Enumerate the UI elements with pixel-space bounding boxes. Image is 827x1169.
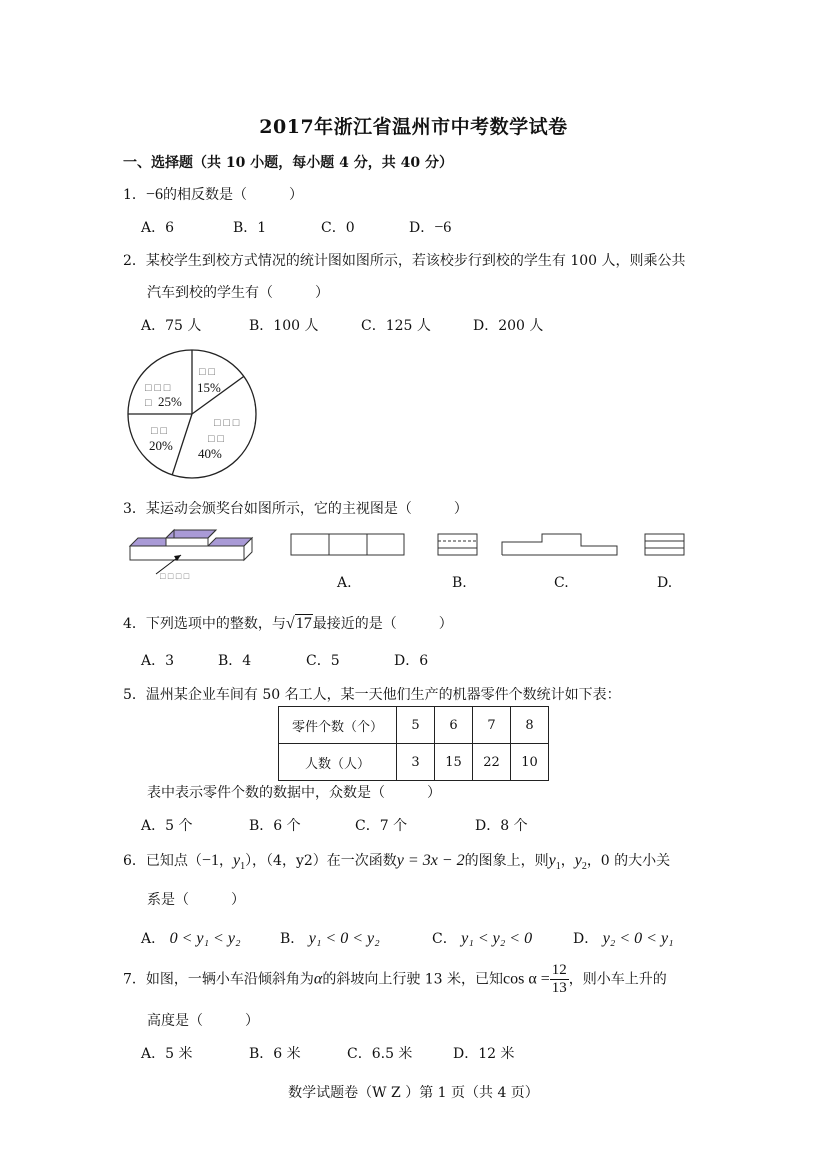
- table-cell: 7: [473, 707, 511, 744]
- q5-option-a: A．5 个: [141, 818, 193, 834]
- q7-option-a: A．5 米: [141, 1046, 193, 1062]
- q5-subtext: 表中表示零件个数的数据中，众数是（ ）: [147, 785, 441, 801]
- table-cell: 22: [473, 744, 511, 781]
- parts-table: [278, 706, 549, 781]
- pie-percent-4: 20%: [149, 438, 173, 453]
- q3-option-a-figure: [290, 533, 406, 557]
- q1-text: 的相反数是（ ）: [162, 187, 303, 203]
- q6-line-1: 6．已知点（−1，$y_1$），（4，y2）在一次函数y = 3x − 2的图象上，则$y_1$，$y_2$，0 的大小关: [123, 852, 671, 872]
- q3-option-b: B.: [452, 575, 467, 591]
- q4-option-d: D．6: [394, 653, 429, 669]
- q3-option-d-figure: [644, 533, 686, 557]
- q6-line-2: 系是（ ）: [147, 892, 245, 908]
- q3-option-b-figure: [437, 533, 479, 557]
- q1-option-b: B．1: [233, 220, 267, 236]
- q4-radicand: 17: [295, 615, 312, 632]
- q1-option-d-value: −6: [434, 219, 452, 236]
- q3-option-a: A.: [337, 575, 352, 591]
- q1-option-d: D．−6: [409, 219, 452, 236]
- table-cell: 6: [435, 707, 473, 744]
- q4-option-c: C．5: [306, 653, 340, 669]
- q7-option-d: D．12 米: [453, 1046, 515, 1062]
- q7-fraction: $\frac{12}{13}$: [551, 962, 567, 996]
- table-cell: 5: [397, 707, 435, 744]
- table-row: [279, 744, 549, 781]
- pie-percent-3: 40%: [198, 446, 222, 461]
- podium-caption: □ □ □ □: [160, 571, 190, 581]
- q1-option-c: C．0: [321, 220, 355, 236]
- q1-number: 1．: [123, 187, 146, 203]
- q3-option-c: C.: [554, 575, 569, 591]
- question-4: [123, 613, 453, 633]
- table-cell: 人数（人）: [279, 744, 397, 781]
- q3-option-d: D.: [657, 575, 673, 591]
- q2-line-2: 汽车到校的学生有（ ）: [147, 285, 329, 301]
- page-footer: 数学试题卷（W Z ）第 1 页（共 4 页）: [288, 1085, 539, 1101]
- q4-sqrt: √17: [285, 615, 312, 632]
- q6-option-a: A． 0 < y₁ < y₂: [141, 930, 241, 947]
- q5-option-b: B．6 个: [249, 818, 301, 834]
- q6-option-d: D． y₂ < 0 < y₁: [573, 930, 674, 947]
- q3-option-c-figure: [501, 532, 619, 556]
- section-heading: 一、选择题（共 10 小题，每小题 4 分，共 40 分）: [123, 155, 453, 171]
- q5-option-d: D．8 个: [475, 818, 528, 834]
- q7-line-1: 7．如图，一辆小车沿倾斜角为α的斜坡向上行驶 13 米，已知cos α = $\frac{12}{13}$ ，则小车上升的: [123, 962, 667, 996]
- q4-suffix: 最接近的是（ ）: [312, 616, 453, 632]
- table-cell: 零件个数（个）: [279, 707, 397, 744]
- pie-label-glyph-3: □ □ □: [214, 417, 240, 429]
- table-cell: 8: [511, 707, 549, 744]
- table-cell: 15: [435, 744, 473, 781]
- podium-figure: [126, 526, 261, 584]
- q4-option-b: B．4: [218, 653, 252, 669]
- q6-option-c: C． y₁ < y₂ < 0: [432, 930, 533, 947]
- table-row: [279, 707, 549, 744]
- pie-percent-1: 25%: [158, 394, 182, 409]
- q2-option-c: C．125 人: [361, 318, 431, 334]
- q7-option-b: B．6 米: [249, 1046, 301, 1062]
- pie-chart: [122, 348, 262, 482]
- q5-text: 5．温州某企业车间有 50 名工人，某一天他们生产的机器零件个数统计如下表：: [123, 687, 621, 703]
- q3-text: 3．某运动会颁奖台如图所示，它的主视图是（ ）: [123, 501, 468, 517]
- pie-label-glyph-1b: □: [145, 397, 152, 409]
- q2-option-b: B．100 人: [249, 318, 319, 334]
- pie-label-glyph-2: □ □: [199, 366, 216, 378]
- pie-label-glyph-3b: □ □: [208, 433, 225, 445]
- q1-value: −6: [145, 186, 163, 203]
- question-1: [123, 184, 303, 204]
- table-cell: 10: [511, 744, 549, 781]
- pie-label-glyph-4: □ □: [151, 425, 168, 437]
- pie-slices: [128, 350, 256, 478]
- q5-option-c: C．7 个: [355, 818, 408, 834]
- q2-line-1: 2．某校学生到校方式情况的统计图如图所示，若该校步行到校的学生有 100 人，则乘公共: [123, 253, 686, 269]
- q7-line-2: 高度是（ ）: [147, 1013, 259, 1029]
- q6-function: y = 3x − 2: [396, 852, 465, 869]
- q4-prefix: 4．下列选项中的整数，与: [123, 616, 286, 632]
- q6-option-b: B． y₁ < 0 < y₂: [280, 930, 380, 947]
- q4-option-a: A．3: [141, 653, 175, 669]
- table-cell: 3: [397, 744, 435, 781]
- pie-percent-2: 15%: [197, 380, 221, 395]
- q1-option-a: A．6: [141, 220, 175, 236]
- q7-option-c: C．6.5 米: [347, 1046, 413, 1062]
- q2-option-a: A．75 人: [141, 318, 202, 334]
- q2-option-d: D．200 人: [473, 318, 544, 334]
- pie-label-glyph-1: □ □ □: [145, 382, 171, 394]
- page-title: 2017年浙江省温州市中考数学试卷: [259, 116, 568, 138]
